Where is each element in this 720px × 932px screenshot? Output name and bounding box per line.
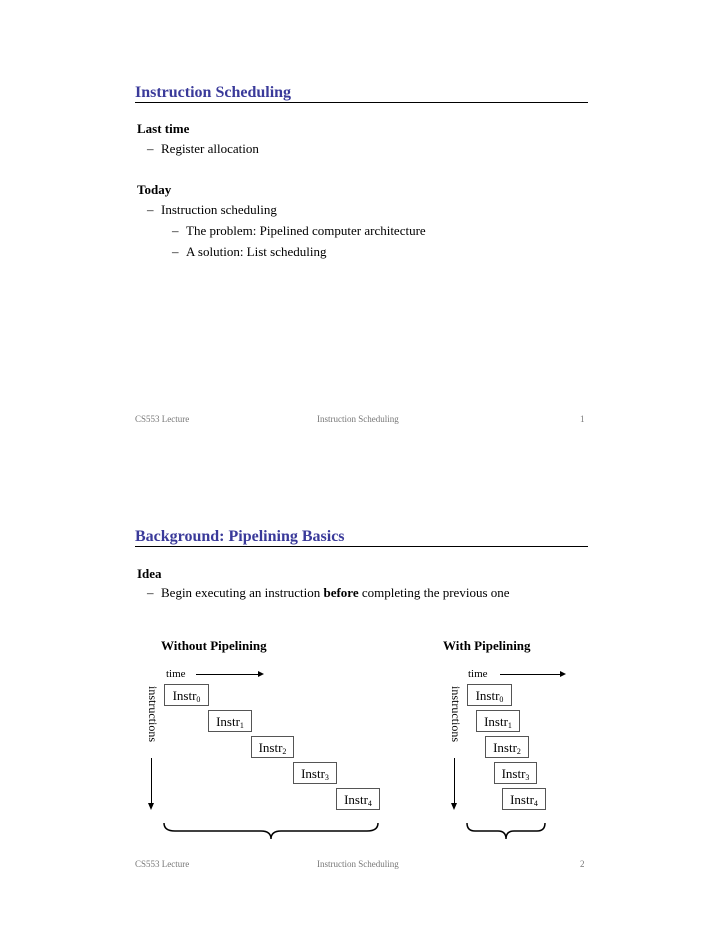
instr-name: Instr [258,740,283,755]
slide-2 [0,466,720,932]
instr-subscript: 0 [499,695,504,704]
bullet-text-before: Begin executing an instruction [161,585,324,600]
bullet-dash: – [147,585,154,600]
instr-box [476,710,520,732]
instr-subscript: 0 [196,695,201,704]
time-arrow-icon [196,674,260,675]
bullet-text-bold: before [323,585,359,600]
brace-icon [466,822,546,840]
instr-name: Instr [484,714,508,729]
instr-subscript: 4 [367,799,372,808]
instructions-axis-label: instructions [449,686,463,742]
footer-left: CS553 Lecture [135,414,190,424]
bullet-item [147,202,277,218]
time-label: time [166,668,186,680]
diagram-title: With Pipelining [443,638,531,653]
time-label: time [468,668,488,680]
instr-name: Instr [344,792,368,807]
instructions-axis-label: instructions [146,686,160,742]
instr-box [293,762,337,784]
section-heading-today: Today [137,182,172,197]
instr-box [164,684,209,706]
instr-name: Instr [510,792,534,807]
instr-subscript: 2 [282,747,287,756]
bullet-text: A solution: List scheduling [186,244,327,259]
instr-box [467,684,512,706]
instr-box [208,710,252,732]
sub-bullet-item [172,244,326,260]
instr-name: Instr [475,688,500,703]
instr-subscript: 3 [525,773,530,782]
instr-name: Instr [301,766,325,781]
bullet-dash: – [147,141,154,156]
instructions-arrow-icon [454,758,455,804]
instr-box [485,736,529,758]
instr-subscript: 2 [516,747,521,756]
instr-subscript: 1 [239,721,244,730]
diagram-title: Without Pipelining [161,638,267,653]
section-heading-idea: Idea [137,566,162,581]
bullet-text-after: completing the previous one [358,585,510,600]
sub-bullet-item [172,223,426,239]
bullet-item [147,585,510,601]
instr-name: Instr [216,714,240,729]
title-rule [135,102,588,103]
slide-title: Background: Pipelining Basics [135,528,345,545]
instr-box [502,788,546,810]
instr-subscript: 1 [507,721,512,730]
bullet-text: Register allocation [161,141,259,156]
bullet-dash: – [172,244,179,259]
instr-box [494,762,537,784]
slide-title: Instruction Scheduling [135,84,292,101]
instr-box [336,788,380,810]
bullet-item [147,141,259,157]
instr-name: Instr [493,740,517,755]
footer-page-number: 2 [580,859,585,869]
brace-icon [163,822,379,840]
instr-name: Instr [172,688,197,703]
footer-center: Instruction Scheduling [317,414,399,424]
bullet-dash: – [172,223,179,238]
instr-subscript: 4 [533,799,538,808]
section-heading-last-time: Last time [137,121,190,136]
bullet-text: Instruction scheduling [161,202,277,217]
bullet-text: The problem: Pipelined computer architecture [186,223,426,238]
instr-box [251,736,294,758]
footer-center: Instruction Scheduling [317,859,399,869]
footer-page-number: 1 [580,414,585,424]
instr-name: Instr [501,766,526,781]
instructions-arrow-icon [151,758,152,804]
instr-subscript: 3 [324,773,329,782]
footer-left: CS553 Lecture [135,859,190,869]
bullet-dash: – [147,202,154,217]
title-rule [135,546,588,547]
time-arrow-icon [500,674,562,675]
